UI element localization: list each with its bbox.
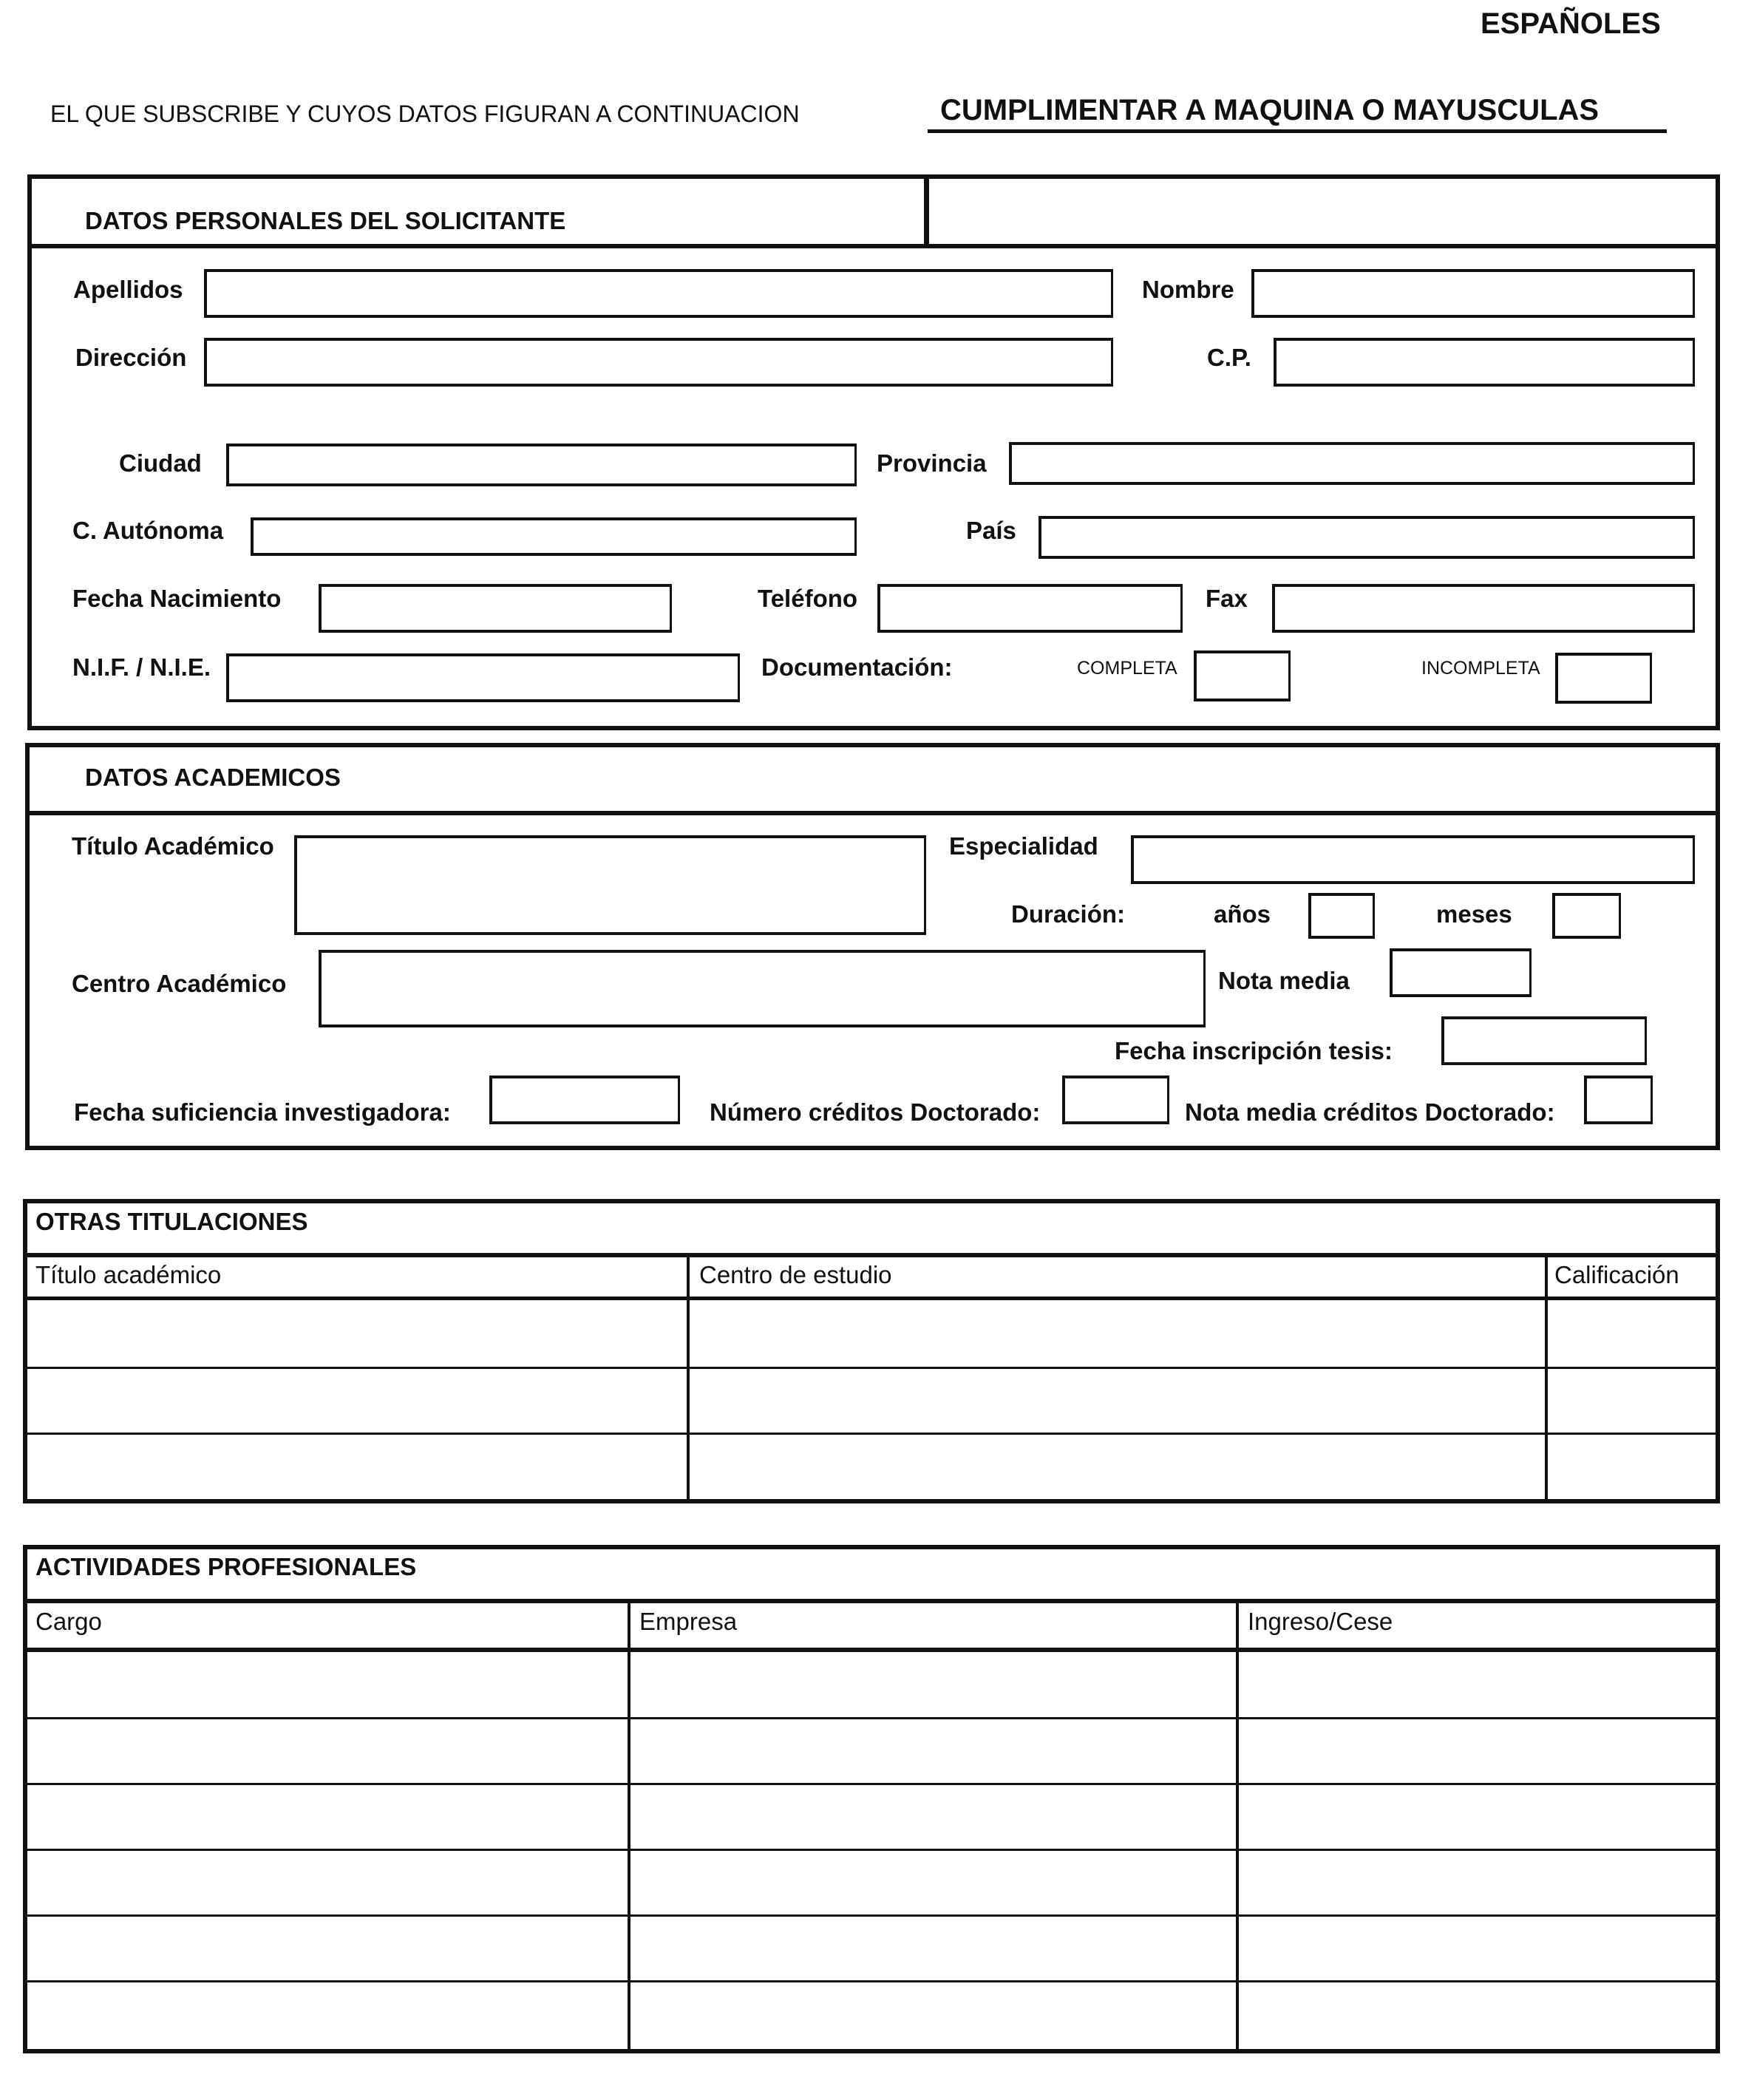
fecha-nacimiento-label: Fecha Nacimiento (72, 585, 282, 612)
actividades-row-cell[interactable] (633, 1852, 1234, 1913)
completa-label: COMPLETA (1077, 658, 1177, 679)
ciudad-label: Ciudad (119, 449, 202, 477)
otras-row-cell[interactable] (30, 1435, 684, 1499)
actividades-row-cell[interactable] (633, 1984, 1234, 2049)
otras-row-cell[interactable] (1551, 1435, 1715, 1499)
fecha-suficiencia-label: Fecha suficiencia investigadora: (74, 1098, 451, 1126)
completa-checkbox[interactable] (1194, 650, 1291, 701)
otras-section-title: OTRAS TITULACIONES (35, 1208, 308, 1235)
fax-field[interactable] (1272, 584, 1695, 633)
actividades-section-title: ACTIVIDADES PROFESIONALES (35, 1553, 417, 1580)
personal-header-divider (27, 244, 1720, 248)
otras-columns-divider (23, 1297, 1720, 1300)
autonoma-field[interactable] (251, 517, 857, 556)
actividades-row-cell[interactable] (30, 1918, 625, 1979)
otras-header-divider (23, 1253, 1720, 1257)
meses-field[interactable] (1552, 893, 1621, 939)
actividades-row-line (23, 1914, 1720, 1917)
actividades-header-divider (23, 1599, 1720, 1603)
provincia-label: Provincia (877, 449, 987, 477)
incompleta-label: INCOMPLETA (1421, 658, 1540, 679)
academic-header-divider (25, 811, 1720, 815)
centro-academico-label: Centro Académico (72, 970, 287, 997)
otras-row-cell[interactable] (1551, 1301, 1715, 1365)
actividades-row-cell[interactable] (633, 1654, 1234, 1715)
nombre-field[interactable] (1251, 269, 1695, 318)
nombre-label: Nombre (1142, 276, 1234, 303)
nota-media-label: Nota media (1218, 967, 1350, 994)
pais-field[interactable] (1039, 516, 1695, 559)
otras-row-line (23, 1433, 1720, 1435)
especialidad-field[interactable] (1131, 835, 1695, 884)
instruction-heading: CUMPLIMENTAR A MAQUINA O MAYUSCULAS (940, 94, 1600, 126)
actividades-row-cell[interactable] (30, 1984, 625, 2049)
actividades-row-cell[interactable] (1242, 1787, 1715, 1847)
fecha-nacimiento-field[interactable] (319, 584, 672, 633)
actividades-row-cell[interactable] (30, 1787, 625, 1847)
cp-label: C.P. (1207, 344, 1251, 371)
provincia-field[interactable] (1009, 442, 1695, 485)
nota-creditos-label: Nota media créditos Doctorado: (1185, 1098, 1555, 1126)
otras-row-cell[interactable] (693, 1301, 1543, 1365)
otras-col-split-1 (687, 1255, 690, 1503)
numero-creditos-field[interactable] (1062, 1076, 1169, 1124)
duracion-label: Duración: (1011, 900, 1126, 928)
actividades-col-split-2 (1236, 1601, 1239, 2053)
titulo-academico-label: Título Académico (72, 832, 274, 860)
actividades-col-split-1 (628, 1601, 630, 2053)
numero-creditos-label: Número créditos Doctorado: (710, 1098, 1041, 1126)
otras-row-cell[interactable] (693, 1370, 1543, 1432)
actividades-row-cell[interactable] (1242, 1654, 1715, 1715)
academic-section-title: DATOS ACADEMICOS (85, 764, 341, 791)
especialidad-label: Especialidad (949, 832, 1098, 860)
actividades-row-line (23, 1717, 1720, 1719)
actividades-row-cell[interactable] (30, 1654, 625, 1715)
actividades-col-ingreso: Ingreso/Cese (1248, 1608, 1393, 1635)
telefono-field[interactable] (877, 584, 1183, 633)
personal-header-split (924, 174, 929, 245)
telefono-label: Teléfono (758, 585, 858, 612)
actividades-columns-divider (23, 1648, 1720, 1652)
documentacion-label: Documentación: (761, 653, 953, 681)
anos-field[interactable] (1308, 893, 1375, 939)
actividades-col-empresa: Empresa (639, 1608, 738, 1635)
actividades-row-line (23, 1783, 1720, 1785)
meses-label: meses (1436, 900, 1512, 928)
autonoma-label: C. Autónoma (72, 517, 224, 544)
ciudad-field[interactable] (226, 444, 857, 486)
fecha-suficiencia-field[interactable] (489, 1076, 680, 1124)
direccion-label: Dirección (75, 344, 187, 371)
actividades-row-cell[interactable] (1242, 1984, 1715, 2049)
nota-media-field[interactable] (1390, 948, 1532, 997)
otras-col-calificacion: Calificación (1554, 1261, 1679, 1288)
form-category: ESPAÑOLES (1481, 7, 1661, 40)
otras-col-centro: Centro de estudio (699, 1261, 892, 1288)
otras-row-cell[interactable] (1551, 1370, 1715, 1432)
personal-section-title: DATOS PERSONALES DEL SOLICITANTE (85, 207, 566, 234)
incompleta-checkbox[interactable] (1555, 653, 1652, 704)
actividades-row-cell[interactable] (633, 1787, 1234, 1847)
apellidos-label: Apellidos (73, 276, 183, 303)
actividades-row-line (23, 1849, 1720, 1851)
pais-label: País (966, 517, 1016, 544)
direccion-field[interactable] (204, 338, 1113, 387)
actividades-row-cell[interactable] (633, 1918, 1234, 1979)
actividades-row-cell[interactable] (30, 1852, 625, 1913)
intro-text: EL QUE SUBSCRIBE Y CUYOS DATOS FIGURAN A CONTINUACION (50, 101, 800, 127)
apellidos-field[interactable] (204, 269, 1113, 318)
nota-creditos-field[interactable] (1584, 1076, 1653, 1124)
actividades-row-cell[interactable] (30, 1721, 625, 1781)
otras-row-line (23, 1367, 1720, 1369)
titulo-academico-field[interactable] (294, 835, 926, 935)
centro-academico-field[interactable] (319, 950, 1206, 1027)
fax-label: Fax (1206, 585, 1248, 612)
instruction-underline (928, 129, 1667, 133)
otras-col-titulo: Título académico (35, 1261, 222, 1288)
otras-col-split-2 (1545, 1255, 1548, 1503)
otras-row-cell[interactable] (30, 1301, 684, 1365)
actividades-row-cell[interactable] (1242, 1918, 1715, 1979)
otras-row-cell[interactable] (693, 1435, 1543, 1499)
actividades-row-cell[interactable] (1242, 1852, 1715, 1913)
academic-data-panel (25, 743, 1720, 1150)
fecha-tesis-label: Fecha inscripción tesis: (1115, 1037, 1393, 1064)
nif-field[interactable] (226, 653, 740, 702)
fecha-tesis-field[interactable] (1441, 1016, 1647, 1065)
anos-label: años (1214, 900, 1271, 928)
nif-label: N.I.F. / N.I.E. (72, 653, 211, 681)
actividades-row-cell[interactable] (1242, 1721, 1715, 1781)
actividades-row-cell[interactable] (633, 1721, 1234, 1781)
cp-field[interactable] (1274, 338, 1695, 387)
actividades-col-cargo: Cargo (35, 1608, 102, 1635)
actividades-row-line (23, 1980, 1720, 1982)
otras-row-cell[interactable] (30, 1370, 684, 1432)
